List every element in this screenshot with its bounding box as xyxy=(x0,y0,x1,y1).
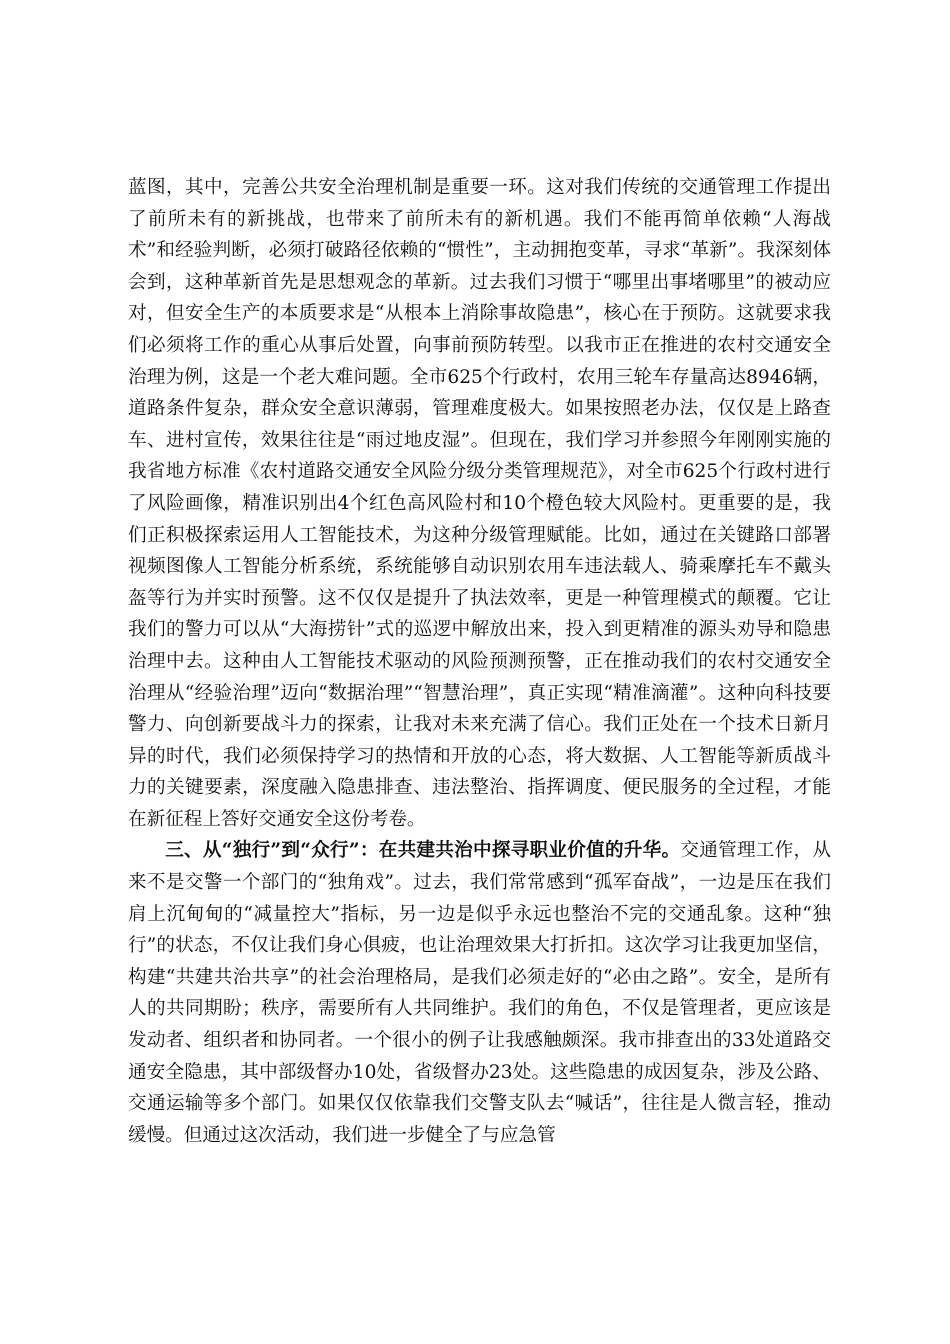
body-paragraph: 蓝图，其中，完善公共安全治理机制是重要一环。这对我们传统的交通管理工作提出了前所未有的新挑战，也带来了前所未有的新机遇。我们不能再简单依赖“人海战术”和经验判断，必须打破路径依赖的“惯性”，主动拥抱变革，寻求“革新”。我深刻体会到，这种革新首先是思想观念的革新。过去我们习惯于“哪里出事堵哪里”的被动应对，但安全生产的本质要求是“从根本上消除事故隐患”，核心在于预防。这就要求我们必须将工作的重心从事后处置，向事前预防转型。以我市正在推进的农村交通安全治理为例，这是一个老大难问题。全市625个行政村，农用三轮车存量高达8946辆，道路条件复杂，群众安全意识薄弱，管理难度极大。如果按照老办法，仅仅是上路查车、进村宣传，效果往往是“雨过地皮湿”。但现在，我们学习并参照今年刚刚实施的我省地方标准《农村道路交通安全风险分级分类管理规范》，对全市625个行政村进行了风险画像，精准识别出4个红色高风险村和10个橙色较大风险村。更重要的是，我们正积极探索运用人工智能技术，为这种分级管理赋能。比如，通过在关键路口部署视频图像人工智能分析系统，系统能够自动识别农用车违法载人、骑乘摩托车不戴头盔等行为并实时预警。这不仅仅是提升了执法效率，更是一种管理模式的颠覆。它让我们的警力可以从“大海捞针”式的巡逻中解放出来，投入到更精准的源头劝导和隐患治理中去。这种由人工智能技术驱动的风险预测预警，正在推动我们的农村交通安全治理从“经验治理”迈向“数据治理”“智慧治理”，真正实现“精准滴灌”。这种向科技要警力、向创新要战斗力的探索，让我对未来充满了信心。我们正处在一个技术日新月异的时代，我们必须保持学习的热情和开放的心态，将大数据、人工智能等新质战斗力的关键要素，深度融入隐患排查、违法整治、指挥调度、便民服务的全过程，才能在新征程上答好交通安全这份考卷。 xyxy=(128,177,831,830)
section-heading: 三、从“独行”到“众行”：在共建共治中探寻职业价值的升华。 xyxy=(165,840,681,862)
section-body-text: 交通管理工作，从来不是交警一个部门的“独角戏”。过去，我们常常感到“孤军奋战”，一边是压在我们肩上沉甸甸的“减量控大”指标，另一边是似乎永远也整治不完的交通乱象。这种“独行”的状态，不仅让我们身心俱疲，也让治理效果大打折扣。这次学习让我更加坚信，构建“共建共治共享”的社会治理格局，是我们必须走好的“必由之路”。安全，是所有人的共同期盼；秩序，需要所有人共同维护。我们的角色，不仅是管理者，更应该是发动者、组织者和协同者。一个很小的例子让我感触颇深。我市排查出的33处道路交通安全隐患，其中部级督办10处，省级督办23处。这些隐患的成因复杂，涉及公路、交通运输等多个部门。如果仅仅依靠我们交警支队去“喊话”，往往是人微言轻，推动缓慢。但通过这次活动，我们进一步健全了与应急管 xyxy=(128,840,831,1146)
section-paragraph xyxy=(128,835,831,1151)
document-page xyxy=(128,172,831,1151)
